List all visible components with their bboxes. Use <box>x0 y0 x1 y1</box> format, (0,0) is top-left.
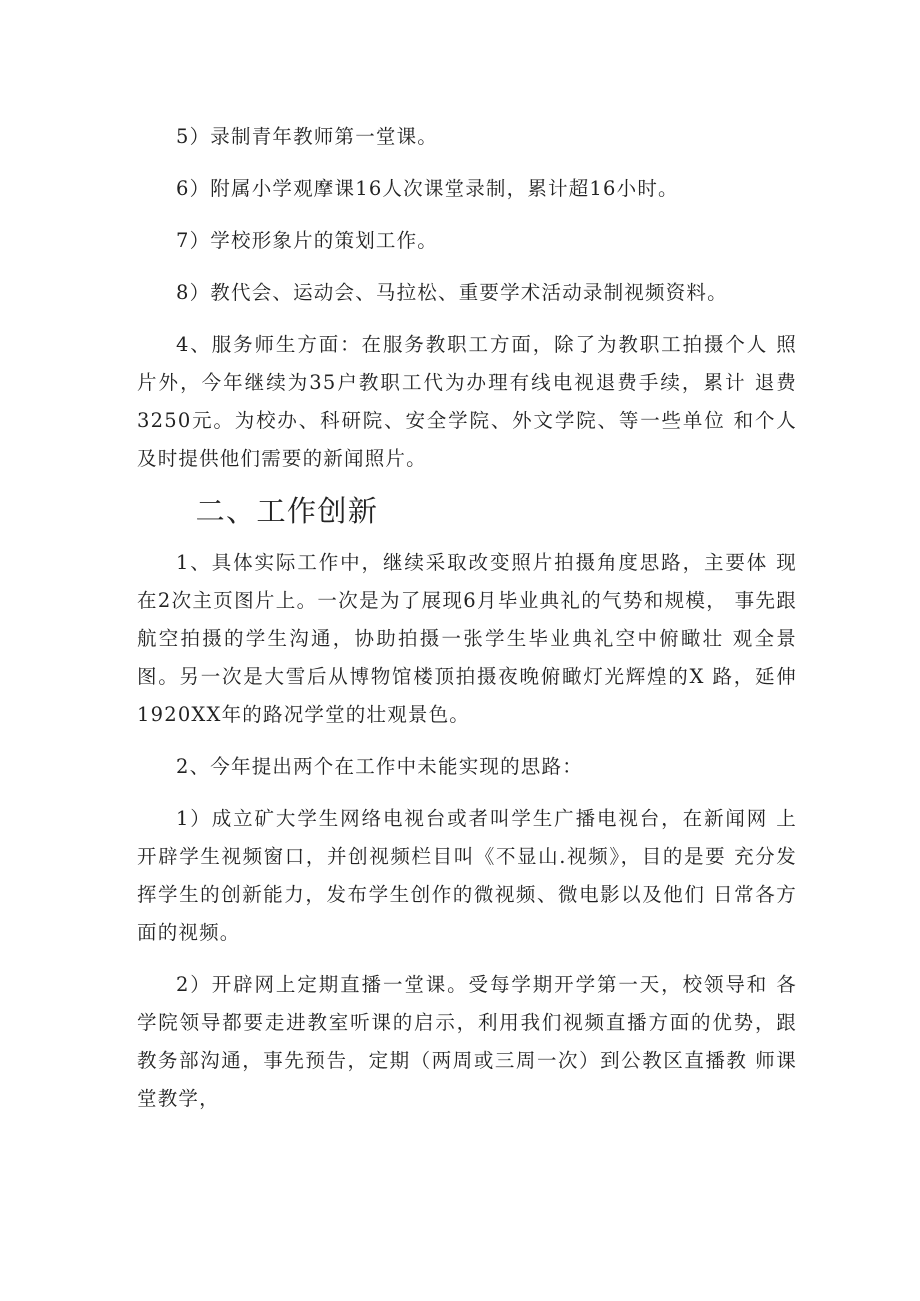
innovation-paragraph-1: 1、具体实际工作中，继续采取改变照片拍摄角度思路，主要体 现在2次主页图片上。一次是为了展现6月毕业典礼的气势和规模， 事先跟航空拍摄的学生沟通，协助拍摄一张学生毕业典礼空中俯瞰壮 观全景图。另一次是大雪后从博物馆楼顶拍摄夜晚俯瞰灯光辉煌的X 路，延伸1920XX年的路况学堂的壮观景色。 <box>137 551 797 726</box>
idea-paragraph-2: 2）开辟网上定期直播一堂课。受每学期开学第一天，校领导和 各学院领导都要走进教室听课的启示，利用我们视频直播方面的优势，跟教务部沟通，事先预告，定期（两周或三周一次）到公教区直播教 师课堂教学， <box>137 973 797 1110</box>
section-heading: 二、工作创新 <box>195 494 379 528</box>
service-paragraph: 4、服务师生方面：在服务教职工方面，除了为教职工拍摄个人 照片外，今年继续为35户教职工代为办理有线电视退费手续，累计 退费3250元。为校办、科研院、安全学院、外文学院、等一些单位 和个人及时提供他们需要的新闻照片。 <box>137 333 797 470</box>
list-item-5: 5）录制青年教师第一堂课。 <box>176 125 439 148</box>
innovation-paragraph-2: 2、今年提出两个在工作中未能实现的思路： <box>176 755 583 778</box>
list-item-7: 7）学校形象片的策划工作。 <box>176 229 439 252</box>
document-body <box>137 118 797 1132</box>
list-item-8: 8）教代会、运动会、马拉松、重要学术活动录制视频资料。 <box>176 281 728 304</box>
list-item-6: 6）附属小学观摩课16人次课堂录制，累计超16小时。 <box>176 177 679 200</box>
idea-paragraph-1: 1）成立矿大学生网络电视台或者叫学生广播电视台，在新闻网 上开辟学生视频窗口，并创视频栏目叫《不显山.视频》，目的是要 充分发挥学生的创新能力，发布学生创作的微视频、微电影以及他们 日常各方面的视频。 <box>137 807 797 944</box>
